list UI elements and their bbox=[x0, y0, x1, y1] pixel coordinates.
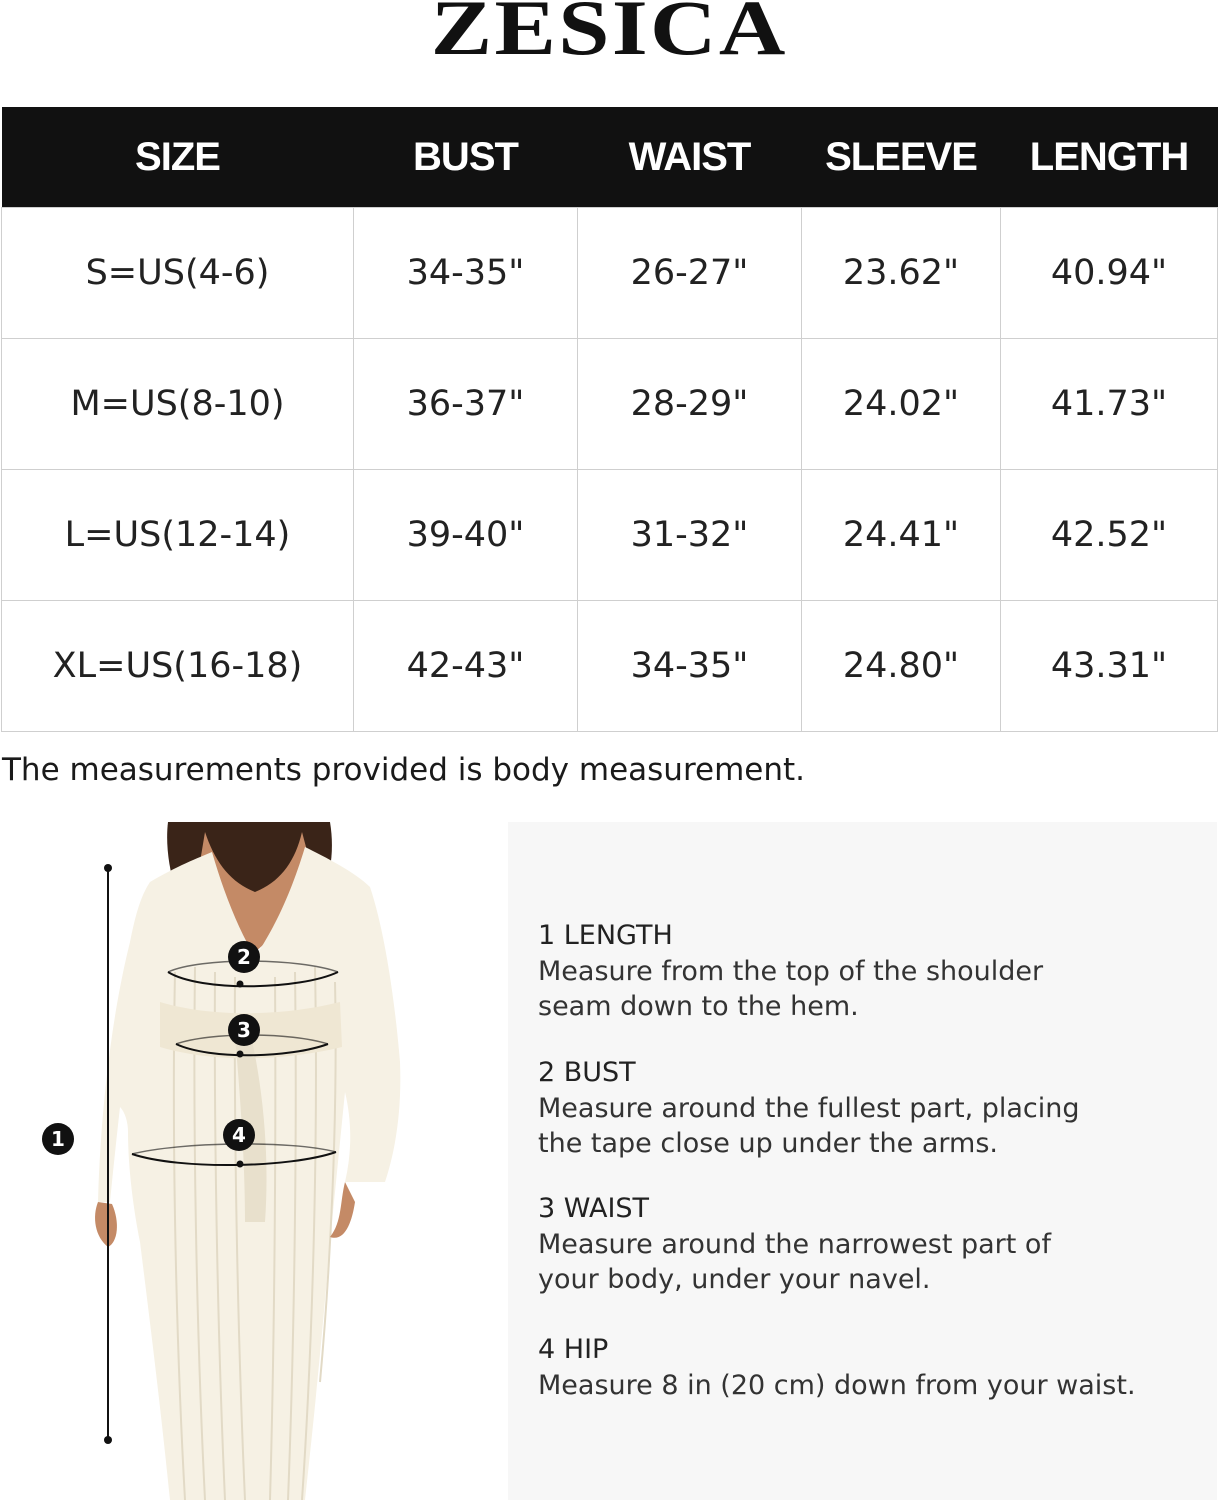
length-guide-dot-bottom bbox=[104, 1436, 112, 1444]
cell-length: 40.94" bbox=[1001, 208, 1218, 339]
table-row bbox=[2, 208, 1218, 339]
cell-sleeve: 24.41" bbox=[802, 470, 1001, 601]
cell-sleeve: 24.02" bbox=[802, 339, 1001, 470]
guide-title: 3 WAIST bbox=[538, 1193, 650, 1224]
header-length: LENGTH bbox=[1001, 107, 1218, 208]
cell-length: 42.52" bbox=[1001, 470, 1218, 601]
measurement-guide-panel bbox=[508, 822, 1217, 1500]
table-header-row bbox=[2, 107, 1218, 208]
cell-size: M=US(8-10) bbox=[2, 339, 354, 470]
marker-4 bbox=[223, 1119, 255, 1151]
cell-bust: 34-35" bbox=[354, 208, 578, 339]
brand-name: ZESICA bbox=[431, 0, 788, 71]
guide-desc: Measure around the narrowest part of your body, under your navel. bbox=[538, 1229, 1051, 1295]
marker-1 bbox=[42, 1123, 74, 1155]
model-figure bbox=[0, 822, 500, 1500]
marker-2 bbox=[228, 941, 260, 973]
guide-item-length bbox=[538, 918, 1058, 1024]
guide-desc: Measure 8 in (20 cm) down from your waist. bbox=[538, 1370, 1136, 1401]
cell-size: S=US(4-6) bbox=[2, 208, 354, 339]
marker-3 bbox=[228, 1014, 260, 1046]
table-row bbox=[2, 339, 1218, 470]
length-guide-dot-top bbox=[104, 864, 112, 872]
svg-text:4: 4 bbox=[232, 1123, 246, 1147]
svg-text:2: 2 bbox=[237, 945, 251, 969]
guide-item-hip bbox=[538, 1332, 1188, 1403]
cell-bust: 36-37" bbox=[354, 339, 578, 470]
cell-length: 41.73" bbox=[1001, 339, 1218, 470]
brand-logo bbox=[0, 0, 1219, 100]
cell-size: XL=US(16-18) bbox=[2, 601, 354, 732]
header-bust: BUST bbox=[354, 107, 578, 208]
table-row bbox=[2, 470, 1218, 601]
guide-title: 4 HIP bbox=[538, 1334, 609, 1365]
guide-item-bust bbox=[538, 1055, 1098, 1161]
measurement-note: The measurements provided is body measurement. bbox=[2, 752, 806, 788]
size-chart-table bbox=[1, 107, 1218, 732]
svg-text:1: 1 bbox=[51, 1127, 65, 1151]
header-sleeve: SLEEVE bbox=[802, 107, 1001, 208]
cell-length: 43.31" bbox=[1001, 601, 1218, 732]
cell-size: L=US(12-14) bbox=[2, 470, 354, 601]
guide-item-waist bbox=[538, 1191, 1078, 1297]
cell-bust: 42-43" bbox=[354, 601, 578, 732]
cell-sleeve: 23.62" bbox=[802, 208, 1001, 339]
table-row bbox=[2, 601, 1218, 732]
cell-waist: 26-27" bbox=[578, 208, 802, 339]
header-waist: WAIST bbox=[578, 107, 802, 208]
header-size: SIZE bbox=[2, 107, 354, 208]
left-hand bbox=[95, 1202, 117, 1247]
guide-desc: Measure from the top of the shoulder seam down to the hem. bbox=[538, 956, 1044, 1022]
cell-waist: 28-29" bbox=[578, 339, 802, 470]
guide-desc: Measure around the fullest part, placing the tape close up under the arms. bbox=[538, 1093, 1080, 1159]
cell-bust: 39-40" bbox=[354, 470, 578, 601]
guide-title: 2 BUST bbox=[538, 1057, 636, 1088]
svg-text:3: 3 bbox=[237, 1018, 251, 1042]
guide-title: 1 LENGTH bbox=[538, 920, 673, 951]
cell-waist: 31-32" bbox=[578, 470, 802, 601]
cell-sleeve: 24.80" bbox=[802, 601, 1001, 732]
cell-waist: 34-35" bbox=[578, 601, 802, 732]
